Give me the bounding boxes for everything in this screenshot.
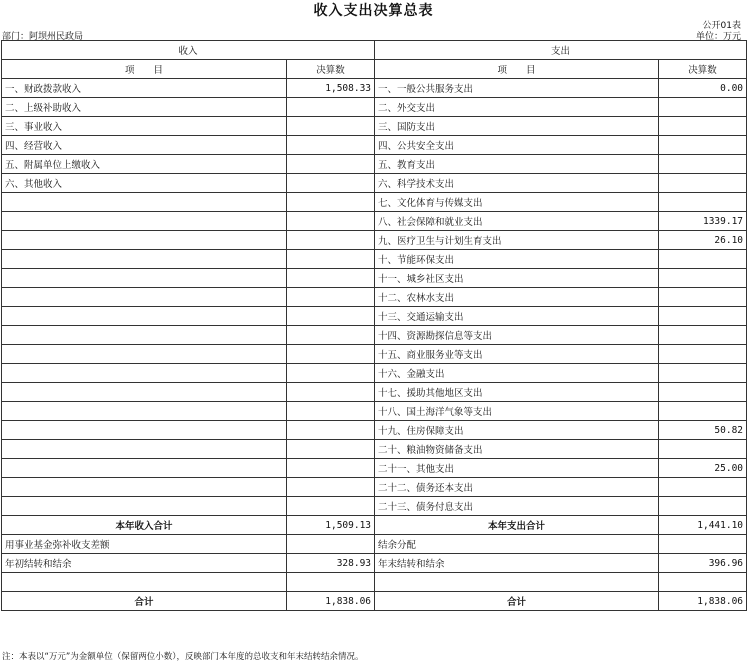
expense-amount: 0.00 [659, 79, 747, 98]
income-item [2, 193, 287, 212]
expense-amount [659, 402, 747, 421]
expense-amount [659, 155, 747, 174]
income-amount: 1,508.33 [287, 79, 375, 98]
income-amount [287, 117, 375, 136]
expense-amount [659, 117, 747, 136]
income-amount [287, 478, 375, 497]
table-row [2, 174, 747, 193]
end-carry-label: 年末结转和结余 [375, 554, 659, 573]
expense-total-label: 本年支出合计 [375, 516, 659, 535]
begin-carry-label: 年初结转和结余 [2, 554, 287, 573]
table-row [2, 459, 747, 478]
expense-amount [659, 383, 747, 402]
income-item [2, 459, 287, 478]
income-item [2, 440, 287, 459]
section-header-row [2, 41, 747, 60]
expense-amount [659, 250, 747, 269]
income-item [2, 364, 287, 383]
expense-item: 二十二、债务还本支出 [375, 478, 659, 497]
income-item [2, 345, 287, 364]
expense-item: 五、教育支出 [375, 155, 659, 174]
income-amount [287, 383, 375, 402]
begin-carry-value: 328.93 [287, 554, 375, 573]
fund-gap-label: 用事业基金弥补收支差额 [2, 535, 287, 554]
footnote: 注：本表以“万元”为金额单位（保留两位小数），反映部门本年度的总收支和年末结转结余情况。 [2, 652, 364, 662]
income-item [2, 269, 287, 288]
grand-total-income-label: 合计 [2, 592, 287, 611]
income-item-header: 项 目 [2, 60, 287, 79]
expense-item: 十三、交通运输支出 [375, 307, 659, 326]
income-item: 一、财政拨款收入 [2, 79, 287, 98]
grand-total-income-value: 1,838.06 [287, 592, 375, 611]
grand-total-expense-value: 1,838.06 [659, 592, 747, 611]
expense-item: 六、科学技术支出 [375, 174, 659, 193]
grand-total-expense-label: 合计 [375, 592, 659, 611]
income-amount-header: 决算数 [287, 60, 375, 79]
annual-total-row [2, 516, 747, 535]
income-item [2, 250, 287, 269]
income-item [2, 383, 287, 402]
income-amount [287, 440, 375, 459]
expense-amount-header: 决算数 [659, 60, 747, 79]
expense-item: 二十、粮油物资储备支出 [375, 440, 659, 459]
fund-row [2, 535, 747, 554]
income-total-value: 1,509.13 [287, 516, 375, 535]
table-row [2, 269, 747, 288]
end-carry-value: 396.96 [659, 554, 747, 573]
income-total-label: 本年收入合计 [2, 516, 287, 535]
income-amount [287, 98, 375, 117]
surplus-distribution-value [659, 535, 747, 554]
income-item [2, 497, 287, 516]
table-row [2, 364, 747, 383]
income-item [2, 478, 287, 497]
expense-amount [659, 326, 747, 345]
income-amount [287, 269, 375, 288]
table-code: 公开01表 [702, 21, 741, 31]
table-row [2, 79, 747, 98]
expense-amount [659, 307, 747, 326]
department-label: 部门：阿坝州民政局 [2, 32, 84, 42]
table-row [2, 136, 747, 155]
expense-item: 十九、住房保障支出 [375, 421, 659, 440]
expense-amount: 1339.17 [659, 212, 747, 231]
expense-amount: 50.82 [659, 421, 747, 440]
income-amount [287, 288, 375, 307]
income-amount [287, 193, 375, 212]
table-row [2, 497, 747, 516]
expense-item: 八、社会保障和就业支出 [375, 212, 659, 231]
income-item [2, 212, 287, 231]
table-row [2, 98, 747, 117]
table-row [2, 345, 747, 364]
income-item [2, 288, 287, 307]
income-item: 六、其他收入 [2, 174, 287, 193]
income-item: 四、经营收入 [2, 136, 287, 155]
expense-amount [659, 478, 747, 497]
income-item [2, 231, 287, 250]
expense-item: 三、国防支出 [375, 117, 659, 136]
expense-item: 二十一、其他支出 [375, 459, 659, 478]
expense-item: 十七、援助其他地区支出 [375, 383, 659, 402]
income-amount [287, 459, 375, 478]
income-amount [287, 364, 375, 383]
expense-amount [659, 269, 747, 288]
table-row [2, 440, 747, 459]
budget-table [1, 40, 747, 611]
income-amount [287, 136, 375, 155]
expense-item: 十六、金融支出 [375, 364, 659, 383]
blank-row [2, 573, 747, 592]
surplus-distribution-label: 结余分配 [375, 535, 659, 554]
table-row [2, 326, 747, 345]
expense-amount [659, 174, 747, 193]
expense-item: 九、医疗卫生与计划生育支出 [375, 231, 659, 250]
table-row [2, 288, 747, 307]
expense-amount: 26.10 [659, 231, 747, 250]
expense-item: 十一、城乡社区支出 [375, 269, 659, 288]
income-amount [287, 402, 375, 421]
expense-amount [659, 345, 747, 364]
table-row [2, 402, 747, 421]
expense-amount [659, 440, 747, 459]
blank-cell [287, 573, 375, 592]
expense-item: 十二、农林水支出 [375, 288, 659, 307]
income-amount [287, 155, 375, 174]
expense-item-header: 项 目 [375, 60, 659, 79]
table-row [2, 193, 747, 212]
expense-item: 七、文化体育与传媒支出 [375, 193, 659, 212]
column-header-row [2, 60, 747, 79]
income-item: 五、附属单位上缴收入 [2, 155, 287, 174]
income-item [2, 402, 287, 421]
expense-amount [659, 364, 747, 383]
expense-amount: 25.00 [659, 459, 747, 478]
carryover-row [2, 554, 747, 573]
table-row [2, 117, 747, 136]
income-amount [287, 250, 375, 269]
blank-cell [2, 573, 287, 592]
income-item [2, 326, 287, 345]
table-row [2, 212, 747, 231]
expense-amount [659, 497, 747, 516]
grand-total-row [2, 592, 747, 611]
blank-cell [375, 573, 659, 592]
income-amount [287, 307, 375, 326]
expense-total-value: 1,441.10 [659, 516, 747, 535]
expense-amount [659, 288, 747, 307]
income-amount [287, 421, 375, 440]
table-row [2, 421, 747, 440]
fund-gap-value [287, 535, 375, 554]
table-row [2, 383, 747, 402]
table-row [2, 155, 747, 174]
table-row [2, 478, 747, 497]
table-row [2, 250, 747, 269]
income-amount [287, 497, 375, 516]
expense-item: 四、公共安全支出 [375, 136, 659, 155]
unit-label: 单位：万元 [695, 32, 741, 42]
income-amount [287, 174, 375, 193]
expense-item: 一、一般公共服务支出 [375, 79, 659, 98]
income-item: 二、上级补助收入 [2, 98, 287, 117]
income-item [2, 307, 287, 326]
income-amount [287, 326, 375, 345]
blank-cell [659, 573, 747, 592]
expense-item: 十五、商业服务业等支出 [375, 345, 659, 364]
income-item [2, 421, 287, 440]
income-amount [287, 231, 375, 250]
expense-amount [659, 136, 747, 155]
income-item: 三、事业收入 [2, 117, 287, 136]
expense-item: 十、节能环保支出 [375, 250, 659, 269]
expense-item: 十四、资源勘探信息等支出 [375, 326, 659, 345]
table-row [2, 307, 747, 326]
income-amount [287, 212, 375, 231]
expense-amount [659, 193, 747, 212]
expense-amount [659, 98, 747, 117]
page-title: 收入支出决算总表 [313, 3, 434, 19]
table-row [2, 231, 747, 250]
expense-item: 十八、国土海洋气象等支出 [375, 402, 659, 421]
income-section-header: 收入 [2, 41, 375, 60]
expense-section-header: 支出 [375, 41, 747, 60]
expense-item: 二十三、债务付息支出 [375, 497, 659, 516]
expense-item: 二、外交支出 [375, 98, 659, 117]
income-amount [287, 345, 375, 364]
